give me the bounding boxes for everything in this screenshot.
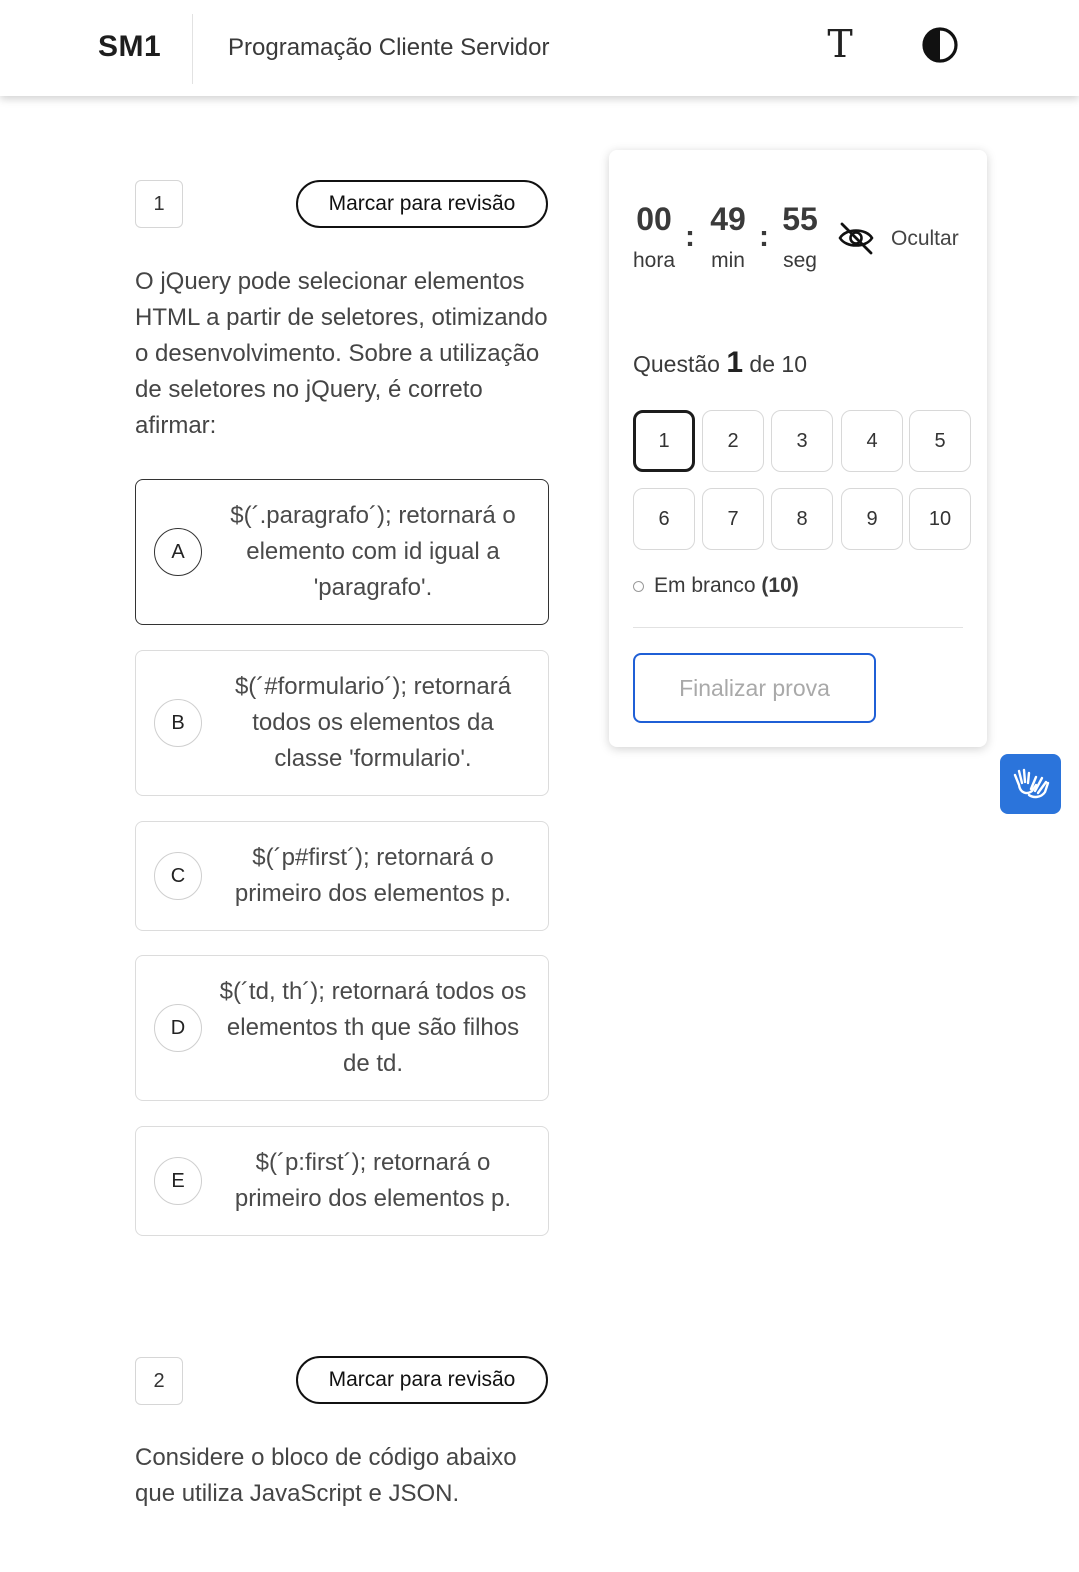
option-letter: A [154,528,202,576]
timer-hours: 00 [636,201,672,237]
sign-language-hands-icon [1011,765,1051,803]
top-header [0,0,1079,96]
progress-middle: de [749,351,776,377]
question-nav-1[interactable]: 1 [633,410,695,472]
course-title: Programação Cliente Servidor [228,34,550,61]
question-text: Considere o bloco de código abaixo que utiliza JavaScript e JSON. [135,1444,517,1507]
timer-separator: : [759,220,769,253]
question-nav-9[interactable]: 9 [841,488,903,550]
question-number-badge: 2 [135,1357,183,1405]
exam-side-panel [609,150,987,747]
progress-total: 10 [781,351,807,377]
answer-option-d[interactable] [135,955,549,1101]
timer-seconds-label: seg [783,249,817,272]
finish-exam-button[interactable]: Finalizar prova [633,653,876,723]
option-text: $(´p:first´); retornará o primeiro dos elementos p. [234,1149,512,1212]
question-nav-2[interactable]: 2 [702,410,764,472]
option-letter: B [154,699,202,747]
blank-label: Em branco [654,574,756,597]
answer-option-a[interactable] [135,479,549,625]
blank-status [633,574,799,598]
contrast-icon[interactable] [921,26,959,64]
option-letter: D [154,1004,202,1052]
question-text: O jQuery pode selecionar elementos HTML a partir de seletores, otimizando o desenvolvimento. Sobre a utilização de seletores no jQuery, é correto afirmar: [135,268,548,439]
option-text: $(´p#first´); retornará o primeiro dos elementos p. [234,844,512,907]
hide-timer-link[interactable]: Ocultar [891,227,959,250]
timer-separator: : [685,220,695,253]
eye-off-icon[interactable] [837,220,875,256]
answer-option-e[interactable] [135,1126,549,1236]
panel-divider [633,627,963,628]
option-letter: E [154,1157,202,1205]
question-nav-4[interactable]: 4 [841,410,903,472]
answer-option-b[interactable] [135,650,549,796]
header-divider [192,14,193,84]
progress-current: 1 [726,346,744,379]
option-text: $(´td, th´); retornará todos os elementos th que são filhos de td. [219,978,527,1077]
timer-hours-label: hora [632,249,676,272]
type-t-icon[interactable]: T [827,22,853,66]
progress-prefix: Questão [633,351,720,377]
option-letter: C [154,852,202,900]
mark-for-review-button[interactable]: Marcar para revisão [296,180,548,228]
blank-status-dot [633,581,644,592]
question-nav-5[interactable]: 5 [909,410,971,472]
question-nav-10[interactable]: 10 [909,488,971,550]
question-progress [633,346,807,380]
question-nav-3[interactable]: 3 [771,410,833,472]
question-nav-8[interactable]: 8 [771,488,833,550]
option-text: $(´.paragrafo´); retornará o elemento com id igual a 'paragrafo'. [230,502,516,601]
brand-logo[interactable]: SM1 [98,30,162,63]
mark-for-review-button[interactable]: Marcar para revisão [296,1356,548,1404]
question-nav-6[interactable]: 6 [633,488,695,550]
option-text: $(´#formulario´); retornará todos os elementos da classe 'formulario'. [234,673,512,772]
timer-seconds: 55 [782,201,818,237]
answer-option-c[interactable] [135,821,549,931]
question-number-badge: 1 [135,180,183,228]
timer-minutes: 49 [710,201,746,237]
blank-count: (10) [761,574,799,597]
timer-minutes-label: min [711,249,745,272]
question-nav-7[interactable]: 7 [702,488,764,550]
libras-accessibility-button[interactable] [1000,754,1061,814]
